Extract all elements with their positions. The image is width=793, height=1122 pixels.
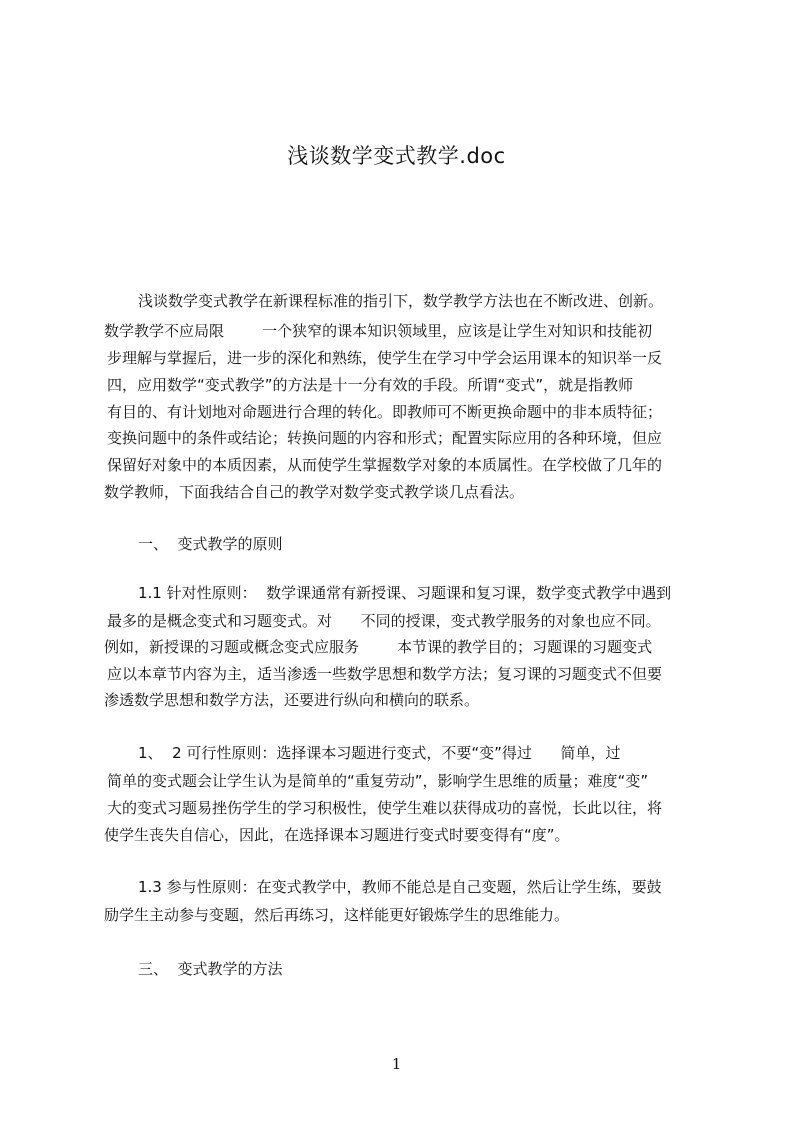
- paragraph-line: 使学生丧失自信心，因此，在选择课本习题进行变式时要变得有“度”。: [104, 826, 570, 844]
- paragraph-line: 步理解与掌握后，进一步的深化和熟练，使学生在学习中学会运用课本的知识举一反: [107, 349, 663, 367]
- page-number: 1: [391, 1055, 402, 1073]
- paragraph-line: 有目的、有计划地对命题进行合理的转化。即教师可不断更换命题中的非本质特征；: [107, 403, 663, 421]
- paragraph-line: 渗透数学思想和数学方法，还要进行纵向和横向的联系。: [104, 691, 480, 709]
- paragraph-line: 数学教学不应局限 一个狭窄的课本知识领域里，应该是让学生对知识和技能初: [104, 322, 653, 340]
- document-title: 浅谈数学变式教学.doc: [287, 144, 506, 168]
- paragraph-line: 四，应用数学“变式教学”的方法是十一分有效的手段。所谓“变式”，就是指教师: [107, 376, 634, 394]
- paragraph-line: 最多的是概念变式和习题变式。对 不同的授课，变式教学服务的对象也应不同。: [107, 612, 661, 630]
- paragraph-line: 变换问题中的条件或结论；转换问题的内容和形式；配置实际应用的各种环境，但应: [107, 429, 663, 447]
- paragraph-line: 应以本章节内容为主，适当渗透一些数学思想和数学方法；复习课的习题变式不但要: [107, 665, 663, 683]
- paragraph-line: 1.3 参与性原则：在变式教学中，教师不能总是自己变题，然后让学生练，要鼓: [138, 878, 662, 896]
- paragraph-line: 浅谈数学变式教学在新课程标准的指引下，数学教学方法也在不断改进、创新。: [138, 292, 664, 310]
- paragraph-line: 简单的变式题会让学生认为是简单的“重复劳动”，影响学生思维的质量；难度“变”: [107, 772, 649, 790]
- section-heading: 三、 变式教学的方法: [138, 960, 283, 978]
- paragraph-line: 例如，新授课的习题或概念变式应服务 本节课的教学目的；习题课的习题变式: [104, 638, 653, 656]
- paragraph-line: 数学教师，下面我结合自己的教学对数学变式教学谈几点看法。: [104, 483, 525, 501]
- paragraph-line: 1、 2 可行性原则：选择课本习题进行变式，不要“变”得过 简单，过: [138, 744, 621, 762]
- section-heading: 一、 变式教学的原则: [138, 535, 283, 553]
- paragraph-line: 保留好对象中的本质因素，从而使学生掌握数学对象的本质属性。在学校做了几年的: [107, 456, 663, 474]
- paragraph-line: 1.1 针对性原则： 数学课通常有新授课、习题课和复习课，数学变式教学中遇到: [138, 584, 672, 602]
- paragraph-line: 励学生主动参与变题，然后再练习，这样能更好锻炼学生的思维能力。: [104, 906, 570, 924]
- paragraph-line: 大的变式习题易挫伤学生的学习积极性，使学生难以获得成功的喜悦，长此以往，将: [107, 799, 663, 817]
